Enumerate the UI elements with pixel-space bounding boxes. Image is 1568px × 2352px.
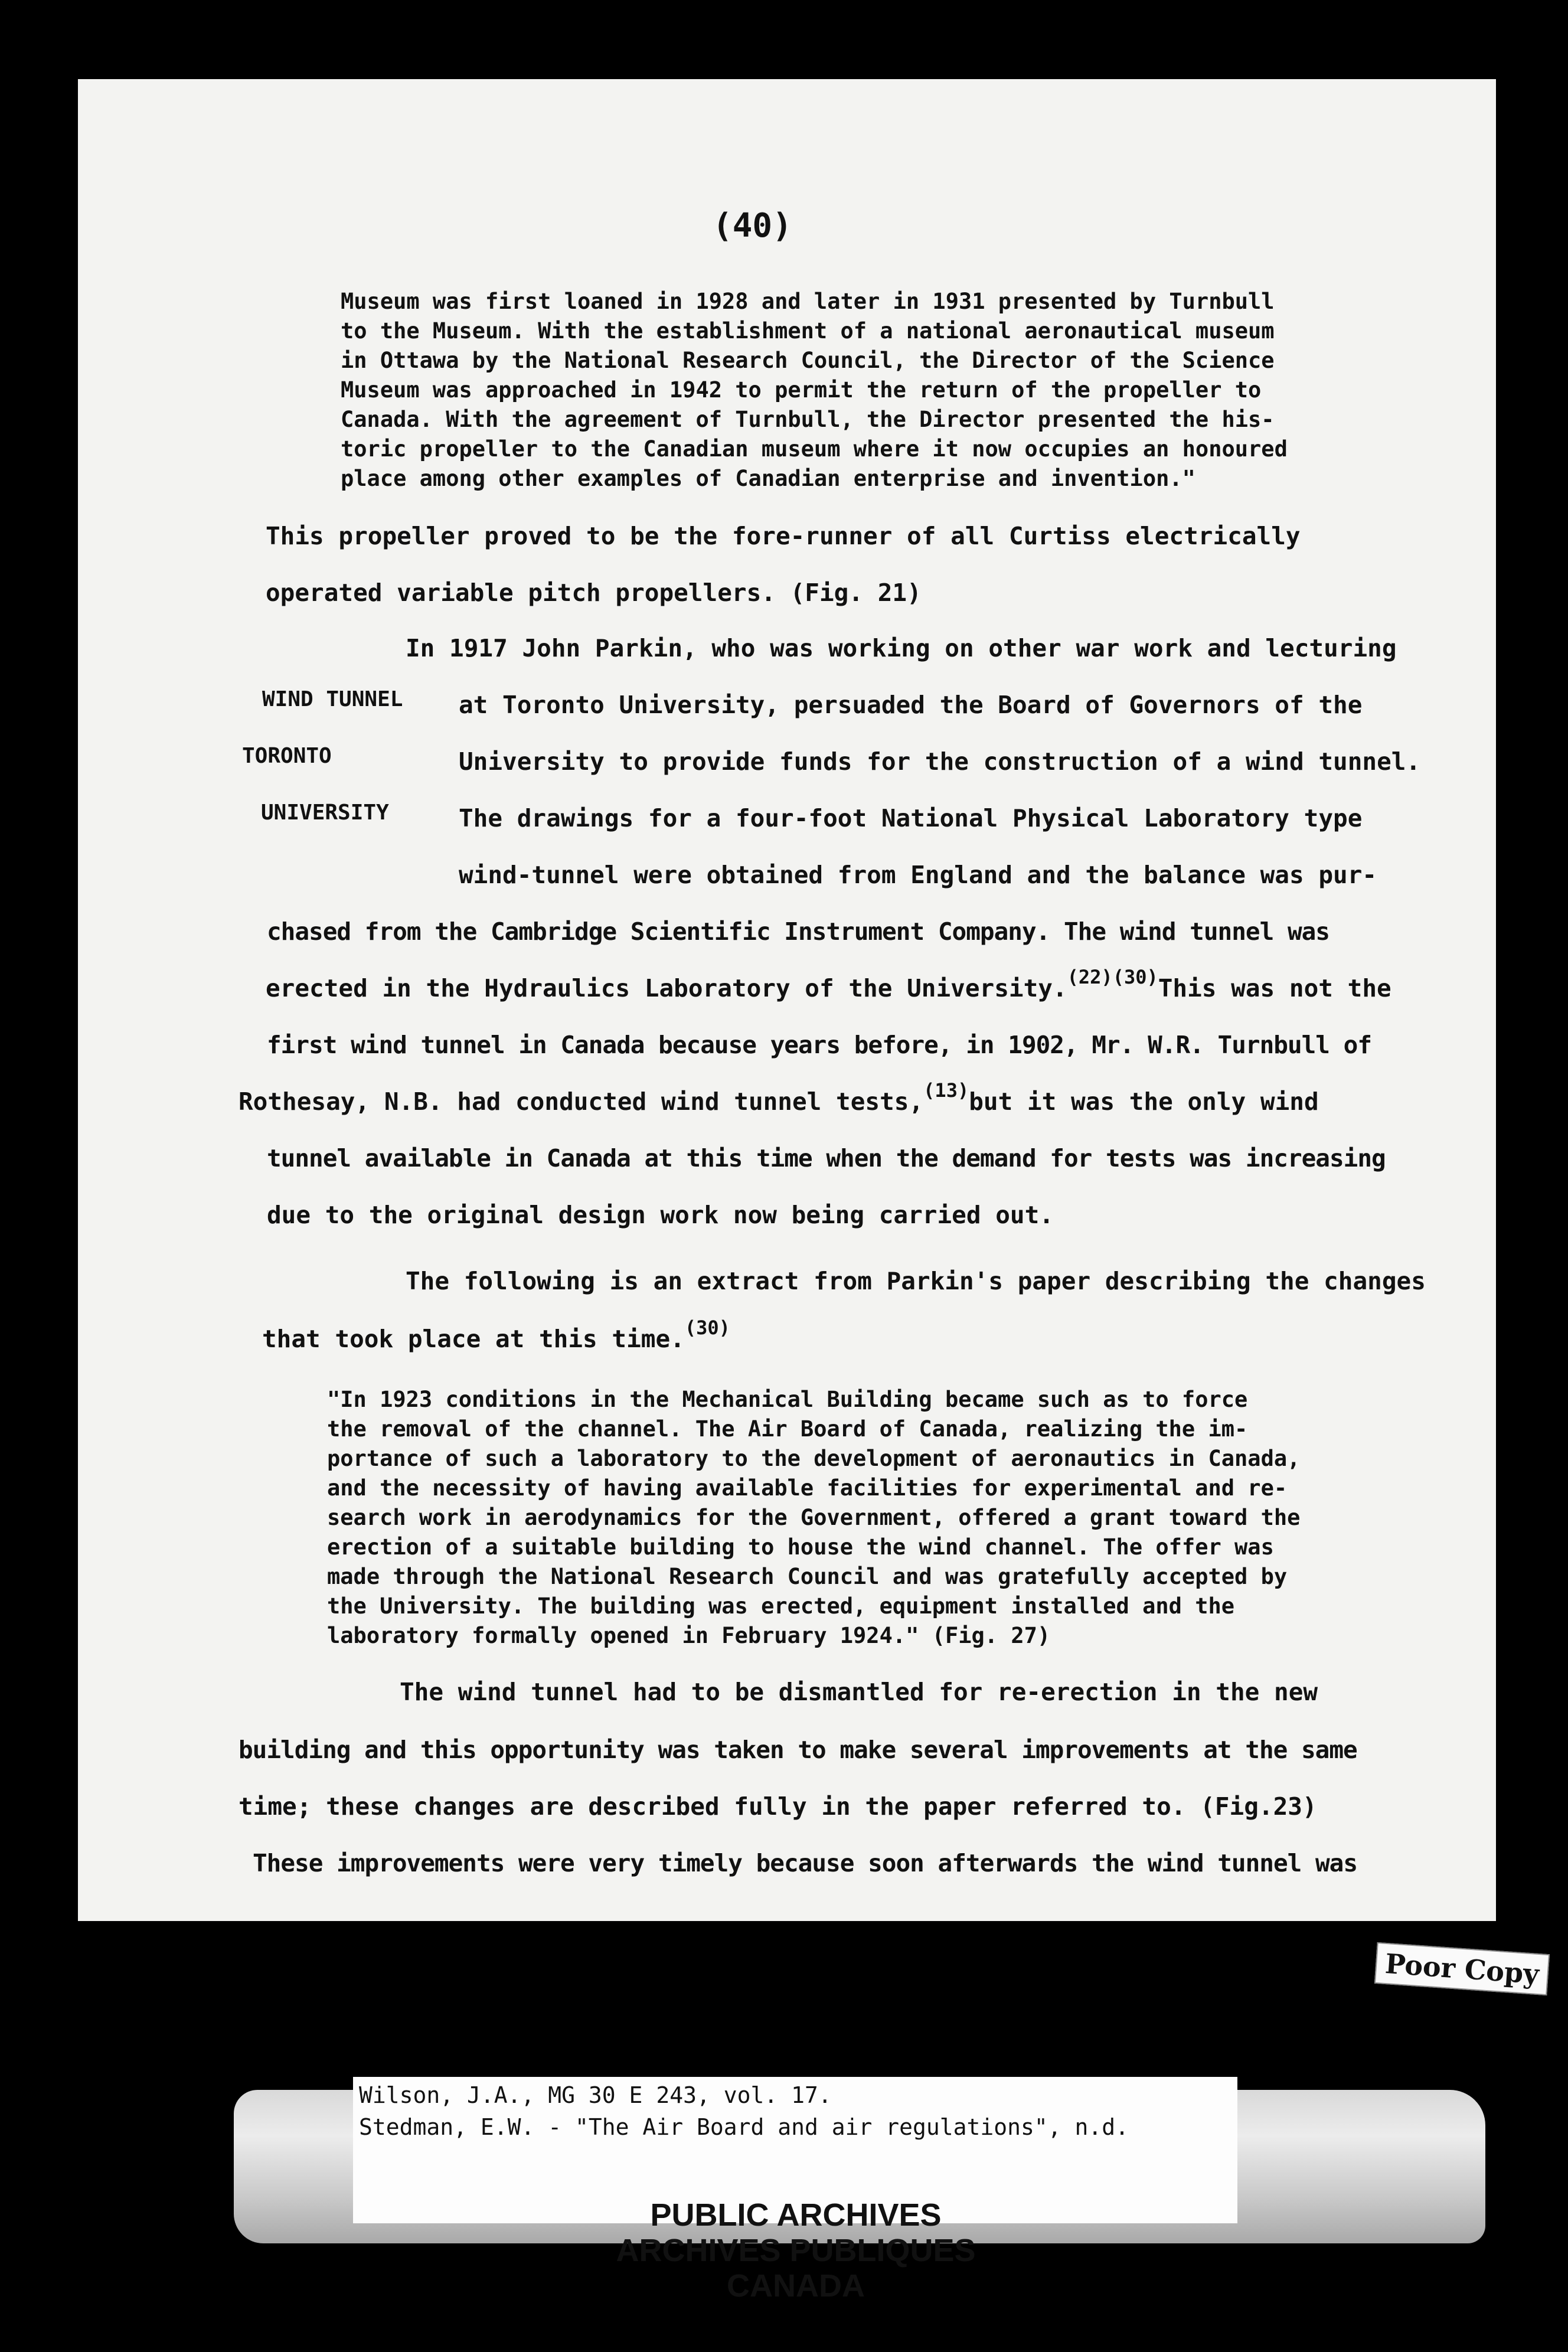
quote-top-line: Museum was approached in 1942 to permit the return of the propeller to <box>341 377 1262 403</box>
page-number: (40) <box>713 207 792 245</box>
body-line: In 1917 John Parkin, who was working on other war work and lecturing <box>406 634 1397 662</box>
body-line: at Toronto University, persuaded the Board of Governors of the <box>459 691 1363 719</box>
body-line: chased from the Cambridge Scientific Instrument Company. The wind tunnel was <box>267 917 1329 946</box>
quote-top-line: to the Museum. With the establishment of a national aeronautical museum <box>341 318 1275 344</box>
quote-bottom-line: search work in aerodynamics for the Government, offered a grant toward the <box>327 1505 1301 1530</box>
quote-bottom-line: the removal of the channel. The Air Board of Canada, realizing the im- <box>327 1416 1248 1442</box>
body-line: wind-tunnel were obtained from England and the balance was pur- <box>459 861 1377 889</box>
body-line: operated variable pitch propellers. (Fig. 21) <box>266 579 922 607</box>
archives-line: CANADA <box>727 2268 865 2304</box>
quote-bottom-line: portance of such a laboratory to the development of aeronautics in Canada, <box>327 1446 1301 1471</box>
body-line: These improvements were very timely because soon afterwards the wind tunnel was <box>253 1849 1358 1877</box>
body-line: first wind tunnel in Canada because years before, in 1902, Mr. W.R. Turnbull of <box>267 1031 1372 1059</box>
archives-stamp <box>535 2197 1057 2304</box>
margin-note: UNIVERSITY <box>261 801 389 825</box>
quote-bottom-line: "In 1923 conditions in the Mechanical Building became such as to force <box>327 1387 1248 1412</box>
reference-superscript: (30) <box>684 1317 730 1339</box>
body-text: This was not the <box>1158 974 1391 1002</box>
body-line: The wind tunnel had to be dismantled for re-erection in the new <box>400 1678 1318 1706</box>
quote-top-line: place among other examples of Canadian enterprise and invention." <box>341 466 1195 491</box>
body-line: This propeller proved to be the fore-runner of all Curtiss electrically <box>266 522 1301 550</box>
body-line <box>239 1079 1319 1116</box>
citation-line: Wilson, J.A., MG 30 E 243, vol. 17. <box>359 2082 832 2108</box>
quote-bottom-line: erection of a suitable building to house the wind channel. The offer was <box>327 1534 1274 1560</box>
body-text: erected in the Hydraulics Laboratory of the University. <box>266 974 1067 1002</box>
body-line <box>266 966 1391 1002</box>
quote-top-line: toric propeller to the Canadian museum where it now occupies an honoured <box>341 436 1288 462</box>
body-line: The drawings for a four-foot National Physical Laboratory type <box>459 804 1363 832</box>
margin-note: WIND TUNNEL <box>262 687 403 711</box>
body-text: but it was the only wind <box>969 1087 1319 1116</box>
body-line: University to provide funds for the construction of a wind tunnel. <box>459 747 1421 776</box>
citation-text <box>359 2079 1129 2143</box>
body-line: due to the original design work now being carried out. <box>267 1201 1054 1229</box>
reference-superscript: (22)(30) <box>1067 966 1158 988</box>
body-line <box>262 1317 730 1353</box>
quote-bottom-line: the University. The building was erected, equipment installed and the <box>327 1593 1235 1619</box>
poor-copy-label: Poor Copy <box>1374 1942 1550 1995</box>
quote-bottom-line: laboratory formally opened in February 1924." (Fig. 27) <box>327 1623 1051 1648</box>
archives-line: PUBLIC ARCHIVES <box>650 2197 942 2233</box>
body-line: building and this opportunity was taken to make several improvements at the same <box>239 1736 1357 1764</box>
body-line: time; these changes are described fully in the paper referred to. (Fig.23) <box>239 1792 1317 1821</box>
body-text: that took place at this time. <box>262 1325 685 1353</box>
archives-line: ARCHIVES PUBLIQUES <box>616 2233 976 2268</box>
quote-bottom-line: and the necessity of having available facilities for experimental and re- <box>327 1475 1288 1501</box>
document-page <box>78 79 1496 1921</box>
quote-top-line: Museum was first loaned in 1928 and later in 1931 presented by Turnbull <box>341 289 1275 314</box>
body-text: Rothesay, N.B. had conducted wind tunnel tests, <box>239 1087 924 1116</box>
quote-bottom-line: made through the National Research Council and was gratefully accepted by <box>327 1564 1288 1589</box>
quote-top-line: in Ottawa by the National Research Council, the Director of the Science <box>341 348 1275 373</box>
body-line: tunnel available in Canada at this time when the demand for tests was increasing <box>267 1144 1386 1172</box>
citation-line: Stedman, E.W. - "The Air Board and air regulations", n.d. <box>359 2114 1129 2140</box>
reference-superscript: (13) <box>923 1079 969 1102</box>
margin-note: TORONTO <box>242 744 332 768</box>
quote-top-line: Canada. With the agreement of Turnbull, the Director presented the his- <box>341 407 1275 432</box>
body-line: The following is an extract from Parkin's paper describing the changes <box>406 1267 1426 1295</box>
